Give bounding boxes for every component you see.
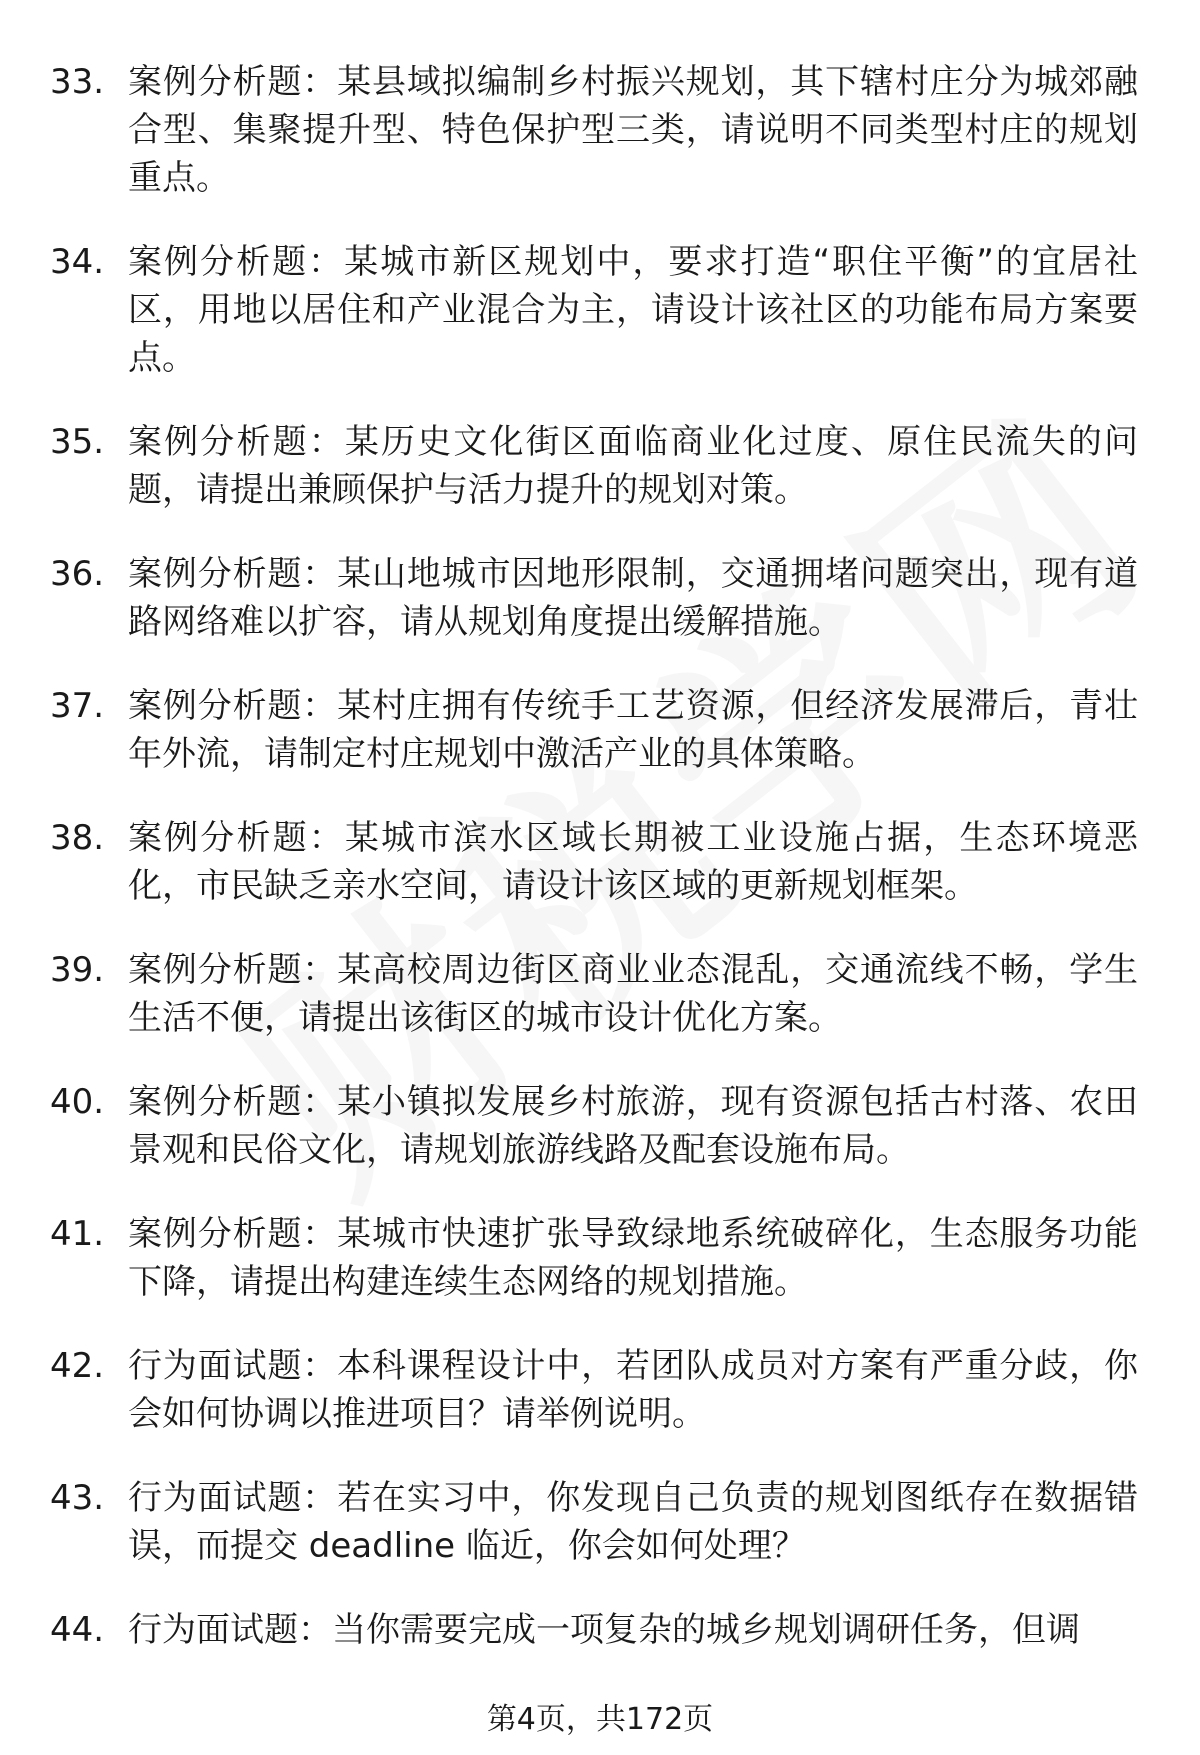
list-item <box>0 814 1200 910</box>
question-text: 案例分析题：某县域拟编制乡村振兴规划，其下辖村庄分为城郊融合型、集聚提升型、特色保护型三类，请说明不同类型村庄的规划重点。 <box>128 62 1138 198</box>
question-text: 行为面试题：若在实习中，你发现自己负责的规划图纸存在数据错误，而提交 deadline 临近，你会如何处理？ <box>128 1478 1138 1566</box>
question-number: 37. <box>50 686 105 726</box>
list-item <box>0 1210 1200 1306</box>
question-number: 33. <box>50 62 105 102</box>
list-item <box>0 1078 1200 1174</box>
question-text: 案例分析题：某历史文化街区面临商业化过度、原住民流失的问题，请提出兼顾保护与活力提升的规划对策。 <box>128 422 1138 510</box>
question-number: 44. <box>50 1610 105 1650</box>
list-item <box>0 550 1200 646</box>
question-list <box>0 58 1200 1690</box>
question-number: 43. <box>50 1478 105 1518</box>
question-text: 案例分析题：某城市滨水区域长期被工业设施占据，生态环境恶化，市民缺乏亲水空间，请设计该区域的更新规划框架。 <box>128 818 1138 906</box>
question-text: 案例分析题：某城市新区规划中，要求打造“职住平衡”的宜居社区，用地以居住和产业混合为主，请设计该社区的功能布局方案要点。 <box>128 242 1138 378</box>
question-text: 行为面试题：当你需要完成一项复杂的城乡规划调研任务，但调 <box>128 1610 1080 1650</box>
question-number: 38. <box>50 818 105 858</box>
list-item <box>0 946 1200 1042</box>
question-number: 41. <box>50 1214 105 1254</box>
question-number: 39. <box>50 950 105 990</box>
list-item <box>0 1342 1200 1438</box>
list-item <box>0 682 1200 778</box>
question-text: 案例分析题：某城市快速扩张导致绿地系统破碎化，生态服务功能下降，请提出构建连续生态网络的规划措施。 <box>128 1214 1138 1302</box>
question-number: 42. <box>50 1346 105 1386</box>
question-text: 案例分析题：某高校周边街区商业业态混乱，交通流线不畅，学生生活不便，请提出该街区的城市设计优化方案。 <box>128 950 1138 1038</box>
list-item <box>0 238 1200 382</box>
page-footer: 第4页，共172页 <box>486 1702 714 1737</box>
question-number: 36. <box>50 554 105 594</box>
question-number: 40. <box>50 1082 105 1122</box>
question-text: 行为面试题：本科课程设计中，若团队成员对方案有严重分歧，你会如何协调以推进项目？请举例说明。 <box>128 1346 1138 1434</box>
question-number: 35. <box>50 422 105 462</box>
question-text: 案例分析题：某小镇拟发展乡村旅游，现有资源包括古村落、农田景观和民俗文化，请规划旅游线路及配套设施布局。 <box>128 1082 1138 1170</box>
list-item <box>0 58 1200 202</box>
question-number: 34. <box>50 242 105 282</box>
list-item <box>0 1606 1200 1654</box>
question-text: 案例分析题：某山地城市因地形限制，交通拥堵问题突出，现有道路网络难以扩容，请从规划角度提出缓解措施。 <box>128 554 1138 642</box>
list-item <box>0 1474 1200 1570</box>
list-item <box>0 418 1200 514</box>
question-text: 案例分析题：某村庄拥有传统手工艺资源，但经济发展滞后，青壮年外流，请制定村庄规划中激活产业的具体策略。 <box>128 686 1138 774</box>
